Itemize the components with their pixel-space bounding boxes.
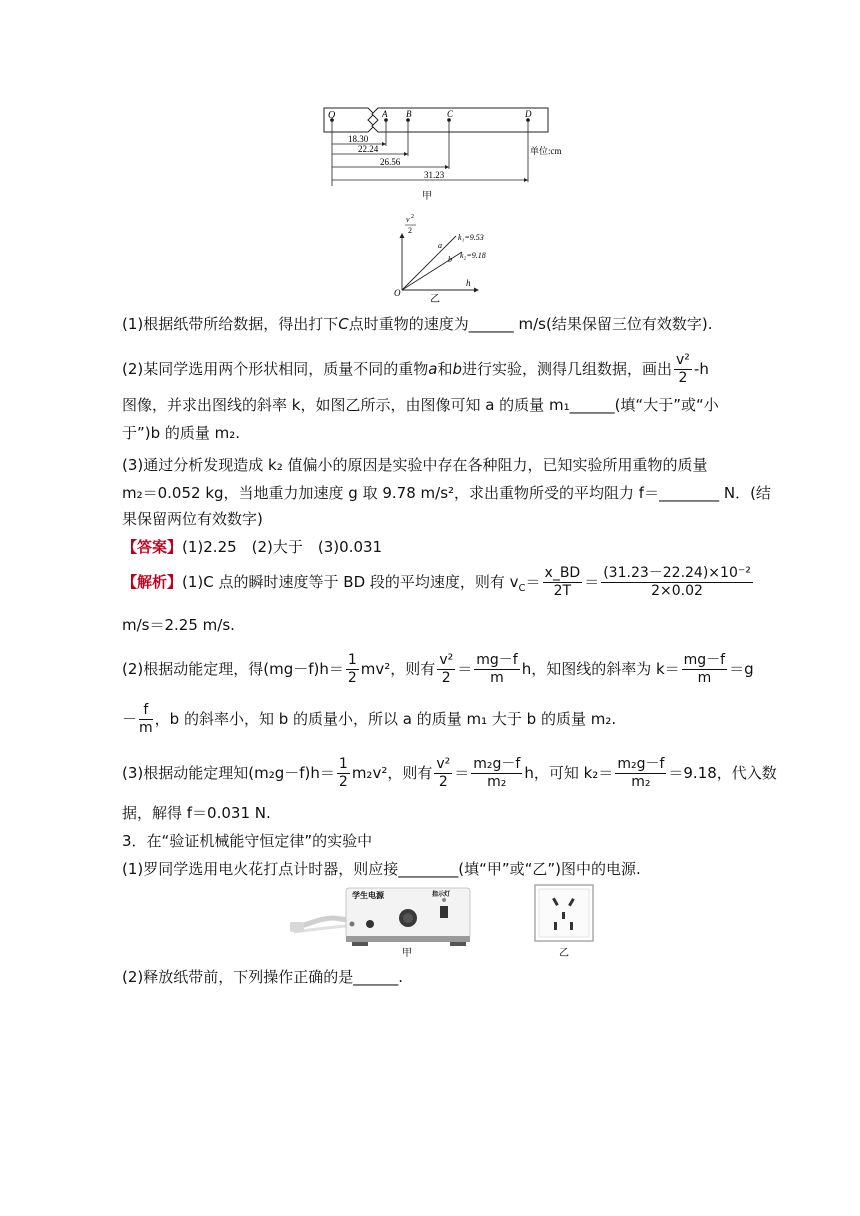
graph-caption: 乙: [430, 294, 440, 304]
tape-caption: 甲: [422, 191, 432, 202]
tape-dist-1: 18.30: [348, 134, 369, 144]
answer-line: 【答案】(1)2.25 (2)大于 (3)0.031: [122, 538, 383, 556]
power-caption: 甲: [402, 948, 412, 958]
analysis-p1: 【解析】(1)C 点的瞬时速度等于 BD 段的平均速度，则有 $v_C=$ $\frac{x\_BD}{2T}$ ＝ $\frac{\text{(31.23－22.24)×10⁻²}}{2\times 0.02}$: [122, 565, 751, 599]
tape-label-b: B: [406, 109, 412, 119]
question-2-line3: 于”)b 的质量 m₂.: [122, 424, 241, 442]
question-3-line1: (3)通过分析发现造成 k₂ 值偏小的原因是实验中存在各种阻力，已知实验所用重物的质量: [122, 456, 708, 474]
v2-over-2-fraction: $\frac{\text{v²}}{2}$: [676, 352, 690, 386]
graph-figure: [390, 212, 510, 304]
analysis-tag: 【解析】: [122, 573, 183, 591]
graph-x-label: h: [466, 278, 471, 288]
tape-unit: 单位:cm: [530, 146, 562, 156]
graph-line-a: a: [438, 241, 442, 250]
tape-label-d: D: [525, 109, 532, 119]
tape-dist-3: 26.56: [380, 157, 401, 167]
question-3-line3: 果保留两位有效数字): [122, 510, 263, 528]
graph-y-sup: 2: [411, 214, 414, 220]
graph-k2: k₂=9.18: [460, 251, 486, 260]
answer-tag: 【答案】: [122, 538, 183, 556]
graph-y-den: 2: [408, 226, 412, 235]
analysis-p2-line2: － $\frac{f}{m}$ ，b 的斜率小，知 b 的质量小，所以 a 的质量 m₁ 大于 b 的质量 m₂.: [122, 702, 617, 736]
tape-label-a: A: [382, 109, 388, 119]
analysis-p3-line2: 据，解得 f＝0.031 N.: [122, 804, 271, 822]
question-2-line1: (2)某同学选用两个形状相同，质量不同的重物a和b进行实验，测得几组数据，画出 $\frac{\text{v²}}{2}$ -h: [122, 352, 709, 386]
wall-socket-image: [534, 884, 598, 958]
graph-k1: k₁=9.53: [458, 233, 484, 242]
tape-dist-4: 31.23: [424, 170, 445, 180]
question-2-line2: 图像，并求出图线的斜率 k，如图乙所示，由图像可知 a 的质量 m₁______(填“大于”或“小: [122, 396, 719, 414]
tape-figure: [318, 104, 568, 204]
tape-dist-2: 22.24: [358, 144, 379, 154]
socket-caption: 乙: [559, 948, 569, 958]
indicator-label: 指示灯: [432, 892, 451, 898]
problem-3-sub1: (1)罗同学选用电火花打点计时器，则应接________(填“甲”或“乙”)图中的电源.: [122, 860, 641, 878]
tape-label-o: O: [328, 110, 336, 121]
analysis-p2-line1: (2)根据动能定理，得(mg－f)h＝ $\frac{1}{2}$ mv²，则有 $\frac{\text{v²}}{2}$ ＝ $\frac{mg-f}{m}$ h，知图线的斜率为 k＝ $\frac{mg-f}{m}$ ＝g: [122, 652, 754, 686]
graph-line-b: b: [448, 255, 452, 264]
graph-origin: O: [394, 288, 401, 298]
problem-3-sub2: (2)释放纸带前，下列操作正确的是______.: [122, 968, 404, 986]
graph-y-num: v: [406, 215, 410, 224]
analysis-p3-line1: (3)根据动能定理知(m₂g－f)h＝ $\frac{1}{2}$ m₂v²，则有 $\frac{\text{v²}}{2}$ ＝ $\frac{\text{m₂g－f}}{\text{m₂}}$ h，可知 k₂＝ $\frac{\text{m₂g－f}}{\text{m₂}}$ ＝9.18，代入数: [122, 756, 777, 790]
power-supply-image: [290, 884, 480, 958]
problem-3-title: 3．在“验证机械能守恒定律”的实验中: [122, 832, 373, 850]
question-1: (1)根据纸带所给数据，得出打下C点时重物的速度为______ m/s(结果保留三位有效数字).: [122, 315, 713, 333]
analysis-p1-result: m/s＝2.25 m/s.: [122, 616, 235, 634]
power-supply-label: 学生电源: [352, 891, 384, 900]
tape-label-c: C: [447, 109, 454, 119]
question-3-line2: m₂＝0.052 kg，当地重力加速度 g 取 9.78 m/s²，求出重物所受的平均阻力 f＝________ N．(结: [122, 484, 771, 502]
